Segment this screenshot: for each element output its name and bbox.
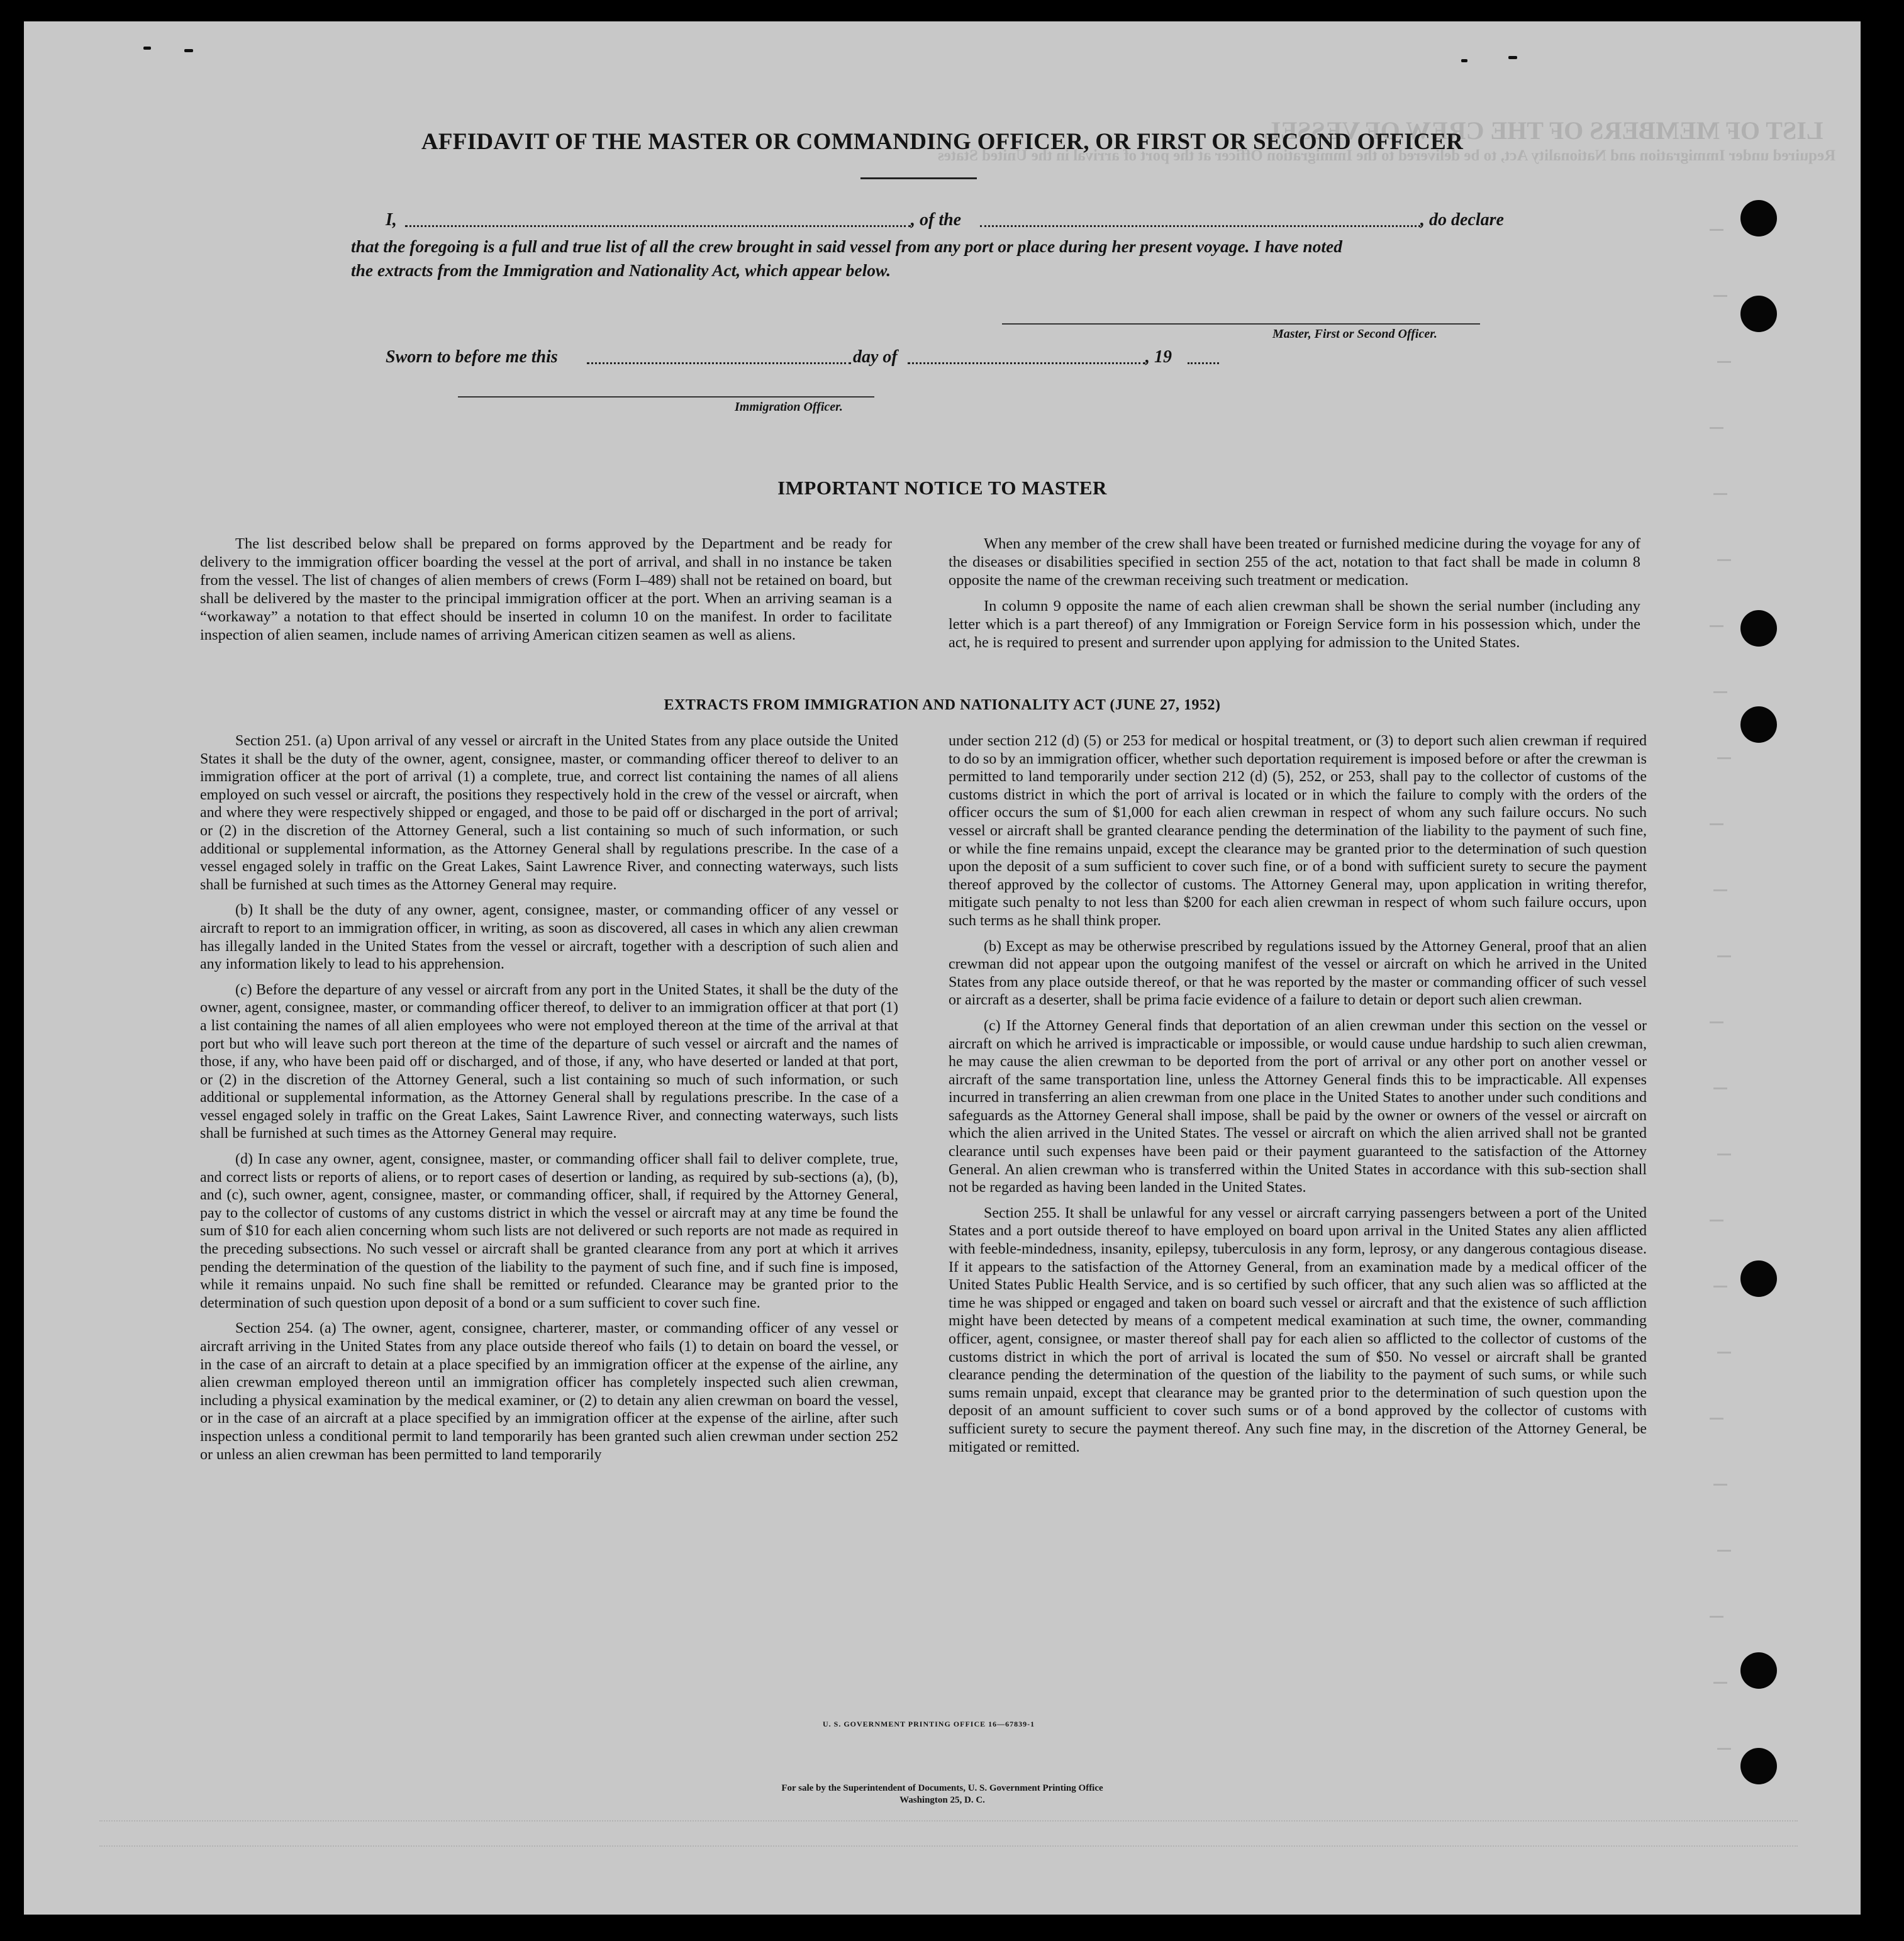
document-page (24, 21, 1861, 1915)
extract-section: Section 251. (a) Upon arrival of any vessel or aircraft in the United States from any place outside the United States it shall be the duty of the owner, agent, consignee, master, or commanding officer thereof to deliver to an immigration officer at the port of arrival (1) a complete, true, and correct list containing the names of all aliens employed on such vessel or aircraft, the positions they respectively hold in the crew of the vessel or aircraft, when and where they were respectively shipped or engaged, and those to be paid off or discharged in the port of arrival; or (2) in the discretion of the Attorney General, such a list containing so much of such information, or such additional or supplemental information, as the Attorney General shall by regulations prescribe. In the case of a vessel engaged solely in traffic on the Great Lakes, Saint Lawrence River, and connecting waterways, such lists shall be furnished at such times as the Attorney General may require. (200, 733, 898, 893)
extracts-heading: EXTRACTS FROM IMMIGRATION AND NATIONALITY ACT (JUNE 27, 1952) (664, 697, 1221, 713)
bleed-through-mark (1717, 361, 1731, 363)
notice-paragraph: The list described below shall be prepared on forms approved by the Department and be ready for delivery to the immigration officer boarding the vessel at the port of arrival, and shall in no instance be taken from the vessel. The list of changes of alien members of crews (Form I–489) shall not be retained on board, but shall be delivered by the master to the principal immigration officer at the port. When an arriving seaman is a “workaway” a notation to that effect should be inserted in column 10 on the manifest. In order to facilitate inspection of alien seamen, include names of arriving American citizen seamen as well as aliens. (200, 535, 892, 643)
extract-section: Section 254. (a) The owner, agent, consignee, charterer, master, or commanding officer of any vessel or aircraft arriving in the United States from any place outside thereof who fails (1) to detain on board the vessel, or in the case of an aircraft to detain at a place specified by an immigration officer at the expense of the airline, any alien crewman employed thereon until an immigration officer has completely inspected such alien crewman, including a physical examination by the medical examiner, or (2) to detain any alien crewman on board the vessel, or in the case of an aircraft at a place specified by an immigration officer at the expense of the airline, after such inspection unless a conditional permit to land temporarily has been granted such alien crewman under section 252 or unless an alien crewman has been permitted to land temporarily (200, 1320, 898, 1463)
bleed-through-mark (1710, 427, 1723, 429)
bleed-through-mark (1713, 1286, 1727, 1288)
bleed-through-mark (1713, 691, 1727, 693)
extract-section: (b) It shall be the duty of any owner, agent, consignee, master, or commanding officer of any vessel or aircraft to report to an immigration officer, in writing, as soon as discovered, all cases in which any alien crewman has illegally landed in the United States from the vessel or aircraft, together with a description of such alien and any information likely to lead to his apprehension. (200, 902, 898, 973)
notice-paragraph: When any member of the crew shall have been treated or furnished medicine during the voyage for any of the diseases or disabilities specified in section 255 of the act, notation to that fact shall be made in column 8 opposite the name of the crewman receiving such treatment or medication. (949, 535, 1640, 589)
declarant-prefix: I, (386, 210, 397, 230)
bleed-through-mark (1717, 757, 1731, 759)
year-label: , 19 (1145, 347, 1172, 367)
notice-left-column (200, 535, 892, 652)
notice-heading: IMPORTANT NOTICE TO MASTER (777, 477, 1107, 499)
notice-right-column (949, 535, 1640, 659)
extracts-left-column (200, 732, 898, 1471)
binder-hole (1740, 610, 1777, 647)
bleed-through-mark (1717, 1352, 1731, 1354)
binder-hole (1740, 1652, 1777, 1689)
bleed-through-mark (1713, 295, 1727, 297)
sworn-month-line (908, 362, 1145, 364)
day-of-label: day of (853, 347, 898, 367)
officer-signature-line (458, 396, 874, 398)
sale-notice-line: For sale by the Superintendent of Documents, U. S. Government Printing Office (781, 1783, 1103, 1793)
binder-hole (1740, 296, 1777, 332)
bleed-through-mark (1717, 955, 1731, 957)
affidavit-body-line: that the foregoing is a full and true list of all the crew brought in said vessel from any port or place during her present voyage. I have noted (351, 236, 1342, 256)
master-signature-line (1002, 323, 1480, 325)
bleed-through-rule (99, 1845, 1798, 1847)
title-underline (860, 177, 977, 179)
bleed-through-mark (1710, 1418, 1723, 1420)
sworn-day-line (587, 362, 851, 364)
bleed-through-mark (1713, 1087, 1727, 1089)
officer-signature-caption: Immigration Officer. (735, 400, 843, 414)
bleed-through-mark (1710, 1021, 1723, 1023)
extract-section: under section 212 (d) (5) or 253 for medical or hospital treatment, or (3) to deport such alien crewman if required to do so by an immigration officer, whether such deportation requirement is imposed before or after the crewman is permitted to land temporarily under section 212 (d) (5), 252, or 253, shall pay to the collector of customs of the customs district in which the port of arrival is located or in which the failure to comply with the orders of the officer occurs the sum of $1,000 for each alien crewman in respect of whom any such failure occurs. No such vessel or aircraft shall be granted clearance pending the determination of the liability to the payment of such fine, or while the fine remains unpaid, except the clearance may be granted prior to the determination of such question upon the deposit of a sum sufficient to cover such fine, or of a bond with sufficient surety to secure the payment thereof approved by the collector of customs. The Attorney General may, upon application in writing therefor, mitigate such penalty to not less than $200 for each alien crewman in respect of whom such failure occurs, upon such terms as he shall think proper. (949, 733, 1647, 929)
bleed-through-mark (1713, 1682, 1727, 1684)
extract-section: Section 255. It shall be unlawful for any vessel or aircraft carrying passengers between a port of the United States and a port outside thereof to have employed on board upon arrival in the United States any alien afflicted with feeble-mindedness, insanity, epilepsy, tuberculosis in any form, leprosy, or any dangerous contagious disease. If it appears to the satisfaction of the Attorney General, from an examination made by a medical officer of the United States Public Health Service, and is so certified by such officer, that any such alien was so afflicted at the time he was shipped or engaged and taken on board such vessel or aircraft and that the existence of such affliction might have been detected by means of a competent medical examination at such time, the owner, commanding officer, agent, consignee, or master thereof shall pay for each alien so afflicted to the collector of customs of the customs district in which the port of arrival is located the sum of $50. No vessel or aircraft shall be granted clearance pending the determination of the question of the liability to the payment of such sums, or while such sums remain unpaid, except that clearance may be granted prior to the determination of such question upon the deposit of an amount sufficient to cover such sums or of a bond approved by the collector of customs with sufficient surety to secure the payment thereof. Any such fine may, in the discretion of the Attorney General, be mitigated or remitted. (949, 1204, 1647, 1455)
punch-mark (1461, 59, 1467, 62)
sworn-label: Sworn to before me this (386, 347, 558, 367)
bleed-through-mark (1710, 1616, 1723, 1618)
sale-notice (24, 1782, 1861, 1806)
affidavit-title: AFFIDAVIT OF THE MASTER OR COMMANDING OFFICER, OR FIRST OR SECOND OFFICER (421, 129, 1464, 155)
extract-section: (d) In case any owner, agent, consignee, master, or commanding officer shall fail to deliver complete, true, and correct lists or reports of aliens, or to report cases of desertion or landing, as required by sub-sections (a), (b), and (c), such owner, agent, consignee, master, or commanding officer, shall, if required by the Attorney General, pay to the collector of customs of any customs district in which the vessel or aircraft may at any time be found the sum of $10 for each alien concerning whom such lists are not delivered or such reports are not made as required in the preceding subsections. No such vessel or aircraft shall be granted clearance from any port at which it arrives pending the determination of the question of the liability to the payment of such fine, and if such fine is imposed, while it remains unpaid. No such fine shall be remitted or refunded. Clearance may be granted prior to the determination of such question upon deposit of a bond or a sum sufficient to cover such fine. (200, 1151, 898, 1311)
bleed-through-subheading: Required under Immigration and Nationality Act, to be delivered to the Immigration Officer at the port of arrival in the United States (937, 147, 1835, 164)
declarant-name-line (405, 225, 911, 227)
extract-section: (b) Except as may be otherwise prescribed by regulations issued by the Attorney General, proof that an alien crewman did not appear upon the outgoing manifest of the vessel or aircraft on which he arrived in the United States from any place outside thereof, or that he was reported by the master or commanding officer of such vessel or aircraft as a deserter, shall be prima facie evidence of a failure to detain or deport such alien crewman. (949, 938, 1647, 1009)
bleed-through-mark (1710, 625, 1723, 627)
punch-mark (1508, 56, 1517, 59)
bleed-through-mark (1717, 1748, 1731, 1750)
bleed-through-mark (1713, 1484, 1727, 1486)
sale-notice-line: Washington 25, D. C. (899, 1795, 985, 1805)
punch-mark (184, 49, 193, 52)
bleed-through-mark (1710, 1220, 1723, 1221)
bleed-through-heading: LIST OF MEMBERS OF THE CREW OF VESSEL (1263, 116, 1823, 145)
bleed-through-mark (1717, 1550, 1731, 1552)
bleed-through-mark (1710, 823, 1723, 825)
vessel-name-line (980, 225, 1420, 227)
bleed-through-mark (1717, 559, 1731, 561)
binder-hole (1740, 1748, 1777, 1784)
master-signature-caption: Master, First or Second Officer. (1272, 327, 1437, 341)
printing-office-line: U. S. GOVERNMENT PRINTING OFFICE 16—67839-1 (823, 1720, 1035, 1728)
binder-hole (1740, 200, 1777, 236)
extract-section: (c) If the Attorney General finds that deportation of an alien crewman under this section on the vessel or aircraft on which he arrived is impracticable or impossible, or would cause undue hardship to such alien crewman, he may cause the alien crewman to be deported from the port of arrival or any other port on another vessel or aircraft of the same transportation line, unless the Attorney General finds this to be impracticable. All expenses incurred in transferring an alien crewman from one place in the United States to another under such conditions and safeguards as the Attorney General shall impose, shall be paid by the owner or owners of the vessel or aircraft on which the alien arrived in the United States. The vessel or aircraft on which the alien arrived shall not be granted clearance until such expenses have been paid or their payment guaranteed to the satisfaction of the Attorney General. An alien crewman who is transferred within the United States in accordance with this sub-section shall not be regarded as having been landed in the United States. (949, 1017, 1647, 1196)
extracts-right-column (949, 732, 1647, 1464)
punch-mark (143, 47, 151, 50)
of-the-label: , of the (911, 210, 962, 230)
bleed-through-mark (1713, 889, 1727, 891)
notice-paragraph: In column 9 opposite the name of each alien crewman shall be shown the serial number (including any letter which is a part thereof) of any Immigration or Foreign Service form in his possession which, under the act, he is required to present and surrender upon applying for admission to the United States. (949, 598, 1640, 651)
bleed-through-mark (1717, 1154, 1731, 1155)
sworn-year-line (1188, 362, 1219, 364)
affidavit-body-line: the extracts from the Immigration and Nationality Act, which appear below. (351, 260, 891, 280)
do-declare-label: , do declare (1420, 210, 1504, 230)
bleed-through-rule (99, 1820, 1798, 1821)
binder-hole (1740, 1260, 1777, 1297)
bleed-through-mark (1710, 229, 1723, 231)
extract-section: (c) Before the departure of any vessel or aircraft from any port in the United States, it shall be the duty of the owner, agent, consignee, master, or commanding officer thereof, to deliver to an immigration officer at that port (1) a list containing the names of all alien employees who were not employed thereon at the time of the arrival at that port but who will leave such port thereon at the time of the departure of such vessel or aircraft and the names of those, if any, who have been paid off or discharged, and of those, if any, who have deserted or landed at that port, or (2) in the discretion of the Attorney General, such a list containing so much of such information, or such additional or supplemental information, as the Attorney General shall by regulations prescribe. In the case of a vessel engaged solely in traffic on the Great Lakes, Saint Lawrence River, and connecting waterways, such lists shall be furnished at such times as the Attorney General may require. (200, 981, 898, 1142)
